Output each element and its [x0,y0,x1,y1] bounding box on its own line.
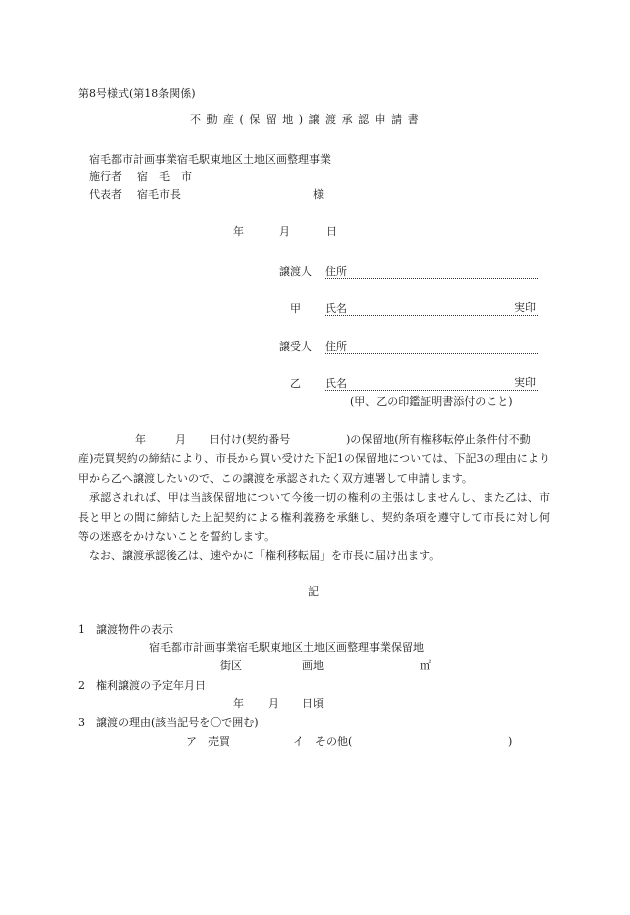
transferee-address-line[interactable] [325,353,538,354]
representative-value: 宿毛市長 [137,188,181,201]
seal-certificate-note: (甲、乙の印鑑証明書添付のこと) [350,395,513,408]
item-2-year: 年 [233,697,244,710]
transferee-party: 乙 [290,377,301,390]
transferee-seal: 実印 [514,376,536,389]
date-year: 年 [233,225,244,238]
ki-heading: 記 [308,585,319,598]
document-title: 不動産(保留地)譲渡承認申請書 [190,113,425,126]
item-2-label: 2 権利譲渡の予定年月日 [78,679,206,692]
transferor-role: 譲渡人 [279,265,312,278]
date-month: 月 [279,225,290,238]
contract-year: 年 [135,433,146,446]
item-3-option-b[interactable]: イ その他( [293,735,353,748]
executor-label: 施行者 [89,170,122,183]
paragraph-3: なお、譲渡承認後乙は、速やかに「権利移転届」を市長に届け出ます。 [89,549,441,562]
honorific: 様 [313,188,324,201]
transferor-seal: 実印 [514,301,536,314]
item-3-label: 3 譲渡の理由(該当記号を〇で囲む) [78,716,259,729]
paragraph-2: 承認されれば、甲は当該保留地について今後一切の権利の主張はしませんし、また乙は、市長と甲との間に締結した上記契約による権利義務を承継し、契約条項を遵守して市長に対し何等の迷惑をかけないことを誓約します。 [78,491,550,543]
contract-reserved-land-text: )の保留地(所有権移転停止条件付不動 [346,433,531,446]
transferee-address-label: 住所 [325,340,347,353]
item-1-label: 1 譲渡物件の表示 [78,623,173,636]
item-1-block: 街区 [220,659,242,672]
project-name: 宿毛都市計画事業宿毛駅東地区土地区画整理事業 [89,153,331,166]
executor-value: 宿 毛 市 [137,170,192,183]
transferor-name-label: 氏名 [325,302,347,315]
paragraph-1-continued: 産)売買契約の締結により、市長から買い受けた下記1の保留地については、下記3の理由により甲から乙へ譲渡したいので、この譲渡を承認されたく双方連署して申請します。 [78,452,550,485]
contract-date-text: 日付け(契約番号 [209,433,291,446]
item-2-day: 日頃 [302,697,324,710]
date-day: 日 [326,225,337,238]
transferor-address-line[interactable] [325,278,538,279]
item-1-property: 宿毛都市計画事業宿毛駅東地区土地区画整理事業保留地 [149,641,424,654]
item-1-lot: 画地 [302,659,324,672]
form-number: 第8号様式(第18条関係) [78,87,196,100]
transferee-name-line[interactable] [325,390,538,391]
transferee-name-label: 氏名 [325,377,347,390]
item-1-unit: ㎡ [420,659,431,672]
transferor-party: 甲 [290,302,301,315]
transferor-address-label: 住所 [325,265,347,278]
item-3-option-a[interactable]: ア 売買 [186,735,230,748]
transferor-name-line[interactable] [325,315,538,316]
transferee-role: 譲受人 [279,340,312,353]
item-2-month: 月 [268,697,279,710]
representative-label: 代表者 [89,188,122,201]
contract-month: 月 [175,433,186,446]
item-3-close-paren: ) [508,735,513,748]
